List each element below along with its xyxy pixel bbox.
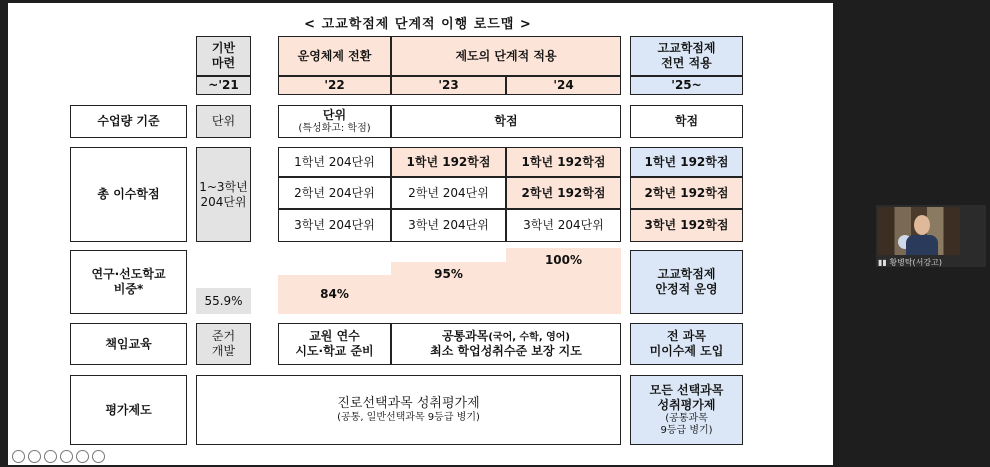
unit-21: 단위 — [196, 105, 251, 138]
unit-22-sub: (특성화고: 학점) — [298, 122, 371, 134]
resp-21: 준거 개발 — [196, 323, 251, 365]
row-label-credit: 총 이수학점 — [70, 147, 187, 242]
participant-video — [878, 207, 960, 255]
eval-main: 진로선택과목 성취평가제 — [337, 395, 480, 411]
credit-22-3: 3학년 204단위 — [278, 209, 391, 242]
eval-sub: (공통, 일반선택과목 9등급 병기) — [337, 411, 480, 423]
resp-22: 교원 연수 시도·학교 준비 — [278, 323, 391, 365]
zoom-icon[interactable] — [76, 450, 89, 463]
person-face — [914, 215, 930, 235]
header-basis: 기반 마련 — [196, 36, 251, 76]
person-body — [906, 235, 938, 255]
resp-common-subjects-detail: (국어, 수학, 영어) — [488, 331, 571, 343]
credit-22-1: 1학년 204단위 — [278, 147, 391, 177]
unit-23-24: 학점 — [391, 105, 621, 138]
slide-title: < 고교학점제 단계적 이행 로드맵 > — [304, 17, 532, 32]
eval-25-main: 모든 선택과목 성취평가제 — [649, 382, 724, 412]
header-transition: 운영체제 전환 — [278, 36, 391, 76]
year-23: '23 — [391, 76, 506, 95]
ratio-22: 84% — [278, 275, 391, 314]
more-icon[interactable] — [92, 450, 105, 463]
year-21: ~'21 — [196, 76, 251, 95]
credit-25-1: 1학년 192학점 — [630, 147, 743, 177]
grid-icon[interactable] — [60, 450, 73, 463]
year-24: '24 — [506, 76, 621, 95]
ratio-25: 고교학점제 안정적 운영 — [630, 250, 743, 314]
presentation-slide — [8, 3, 833, 465]
pen-icon[interactable] — [44, 450, 57, 463]
row-label-ratio: 연구·선도학교 비중* — [70, 250, 187, 314]
resp-23-24 — [391, 323, 621, 365]
resp-common-line — [442, 329, 570, 345]
header-phased: 제도의 단계적 적용 — [391, 36, 621, 76]
resp-common-subjects: 공통과목 — [441, 328, 489, 343]
eval-25 — [630, 375, 743, 445]
row-label-unit: 수업량 기준 — [70, 105, 187, 138]
eval-21-24 — [196, 375, 621, 445]
eval-25-sub: (공통과목 9등급 병기) — [660, 412, 713, 436]
unit-22-main: 단위 — [322, 107, 347, 122]
credit-24-3: 3학년 204단위 — [506, 209, 621, 242]
year-22: '22 — [278, 76, 391, 95]
credit-23-3: 3학년 204단위 — [391, 209, 506, 242]
unit-22 — [278, 105, 391, 138]
row-label-responsibility: 책임교육 — [70, 323, 187, 365]
ratio-21: 55.9% — [196, 288, 251, 314]
year-25: '25~ — [630, 76, 743, 95]
next-slide-icon[interactable] — [28, 450, 41, 463]
credit-24-1: 1학년 192학점 — [506, 147, 621, 177]
participant-video-tile[interactable] — [876, 205, 986, 267]
credit-23-1: 1학년 192학점 — [391, 147, 506, 177]
ratio-23: 95% — [391, 262, 506, 314]
credit-25-3: 3학년 192학점 — [630, 209, 743, 242]
credit-22-2: 2학년 204단위 — [278, 177, 391, 209]
row-label-evaluation: 평가제도 — [70, 375, 187, 445]
credit-23-2: 2학년 204단위 — [391, 177, 506, 209]
header-full: 고교학점제 전면 적용 — [630, 36, 743, 76]
prev-slide-icon[interactable] — [12, 450, 25, 463]
resp-min-achievement: 최소 학업성취수준 보장 지도 — [430, 344, 582, 359]
ratio-24: 100% — [506, 248, 621, 314]
slide-controls — [12, 450, 105, 463]
participant-name: ▮▮ 황병탁(서강고) — [878, 258, 942, 267]
credit-21: 1~3학년 204단위 — [196, 147, 251, 242]
credit-24-2: 2학년 192학점 — [506, 177, 621, 209]
credit-25-2: 2학년 192학점 — [630, 177, 743, 209]
resp-25: 전 과목 미이수제 도입 — [630, 323, 743, 365]
unit-25: 학점 — [630, 105, 743, 138]
